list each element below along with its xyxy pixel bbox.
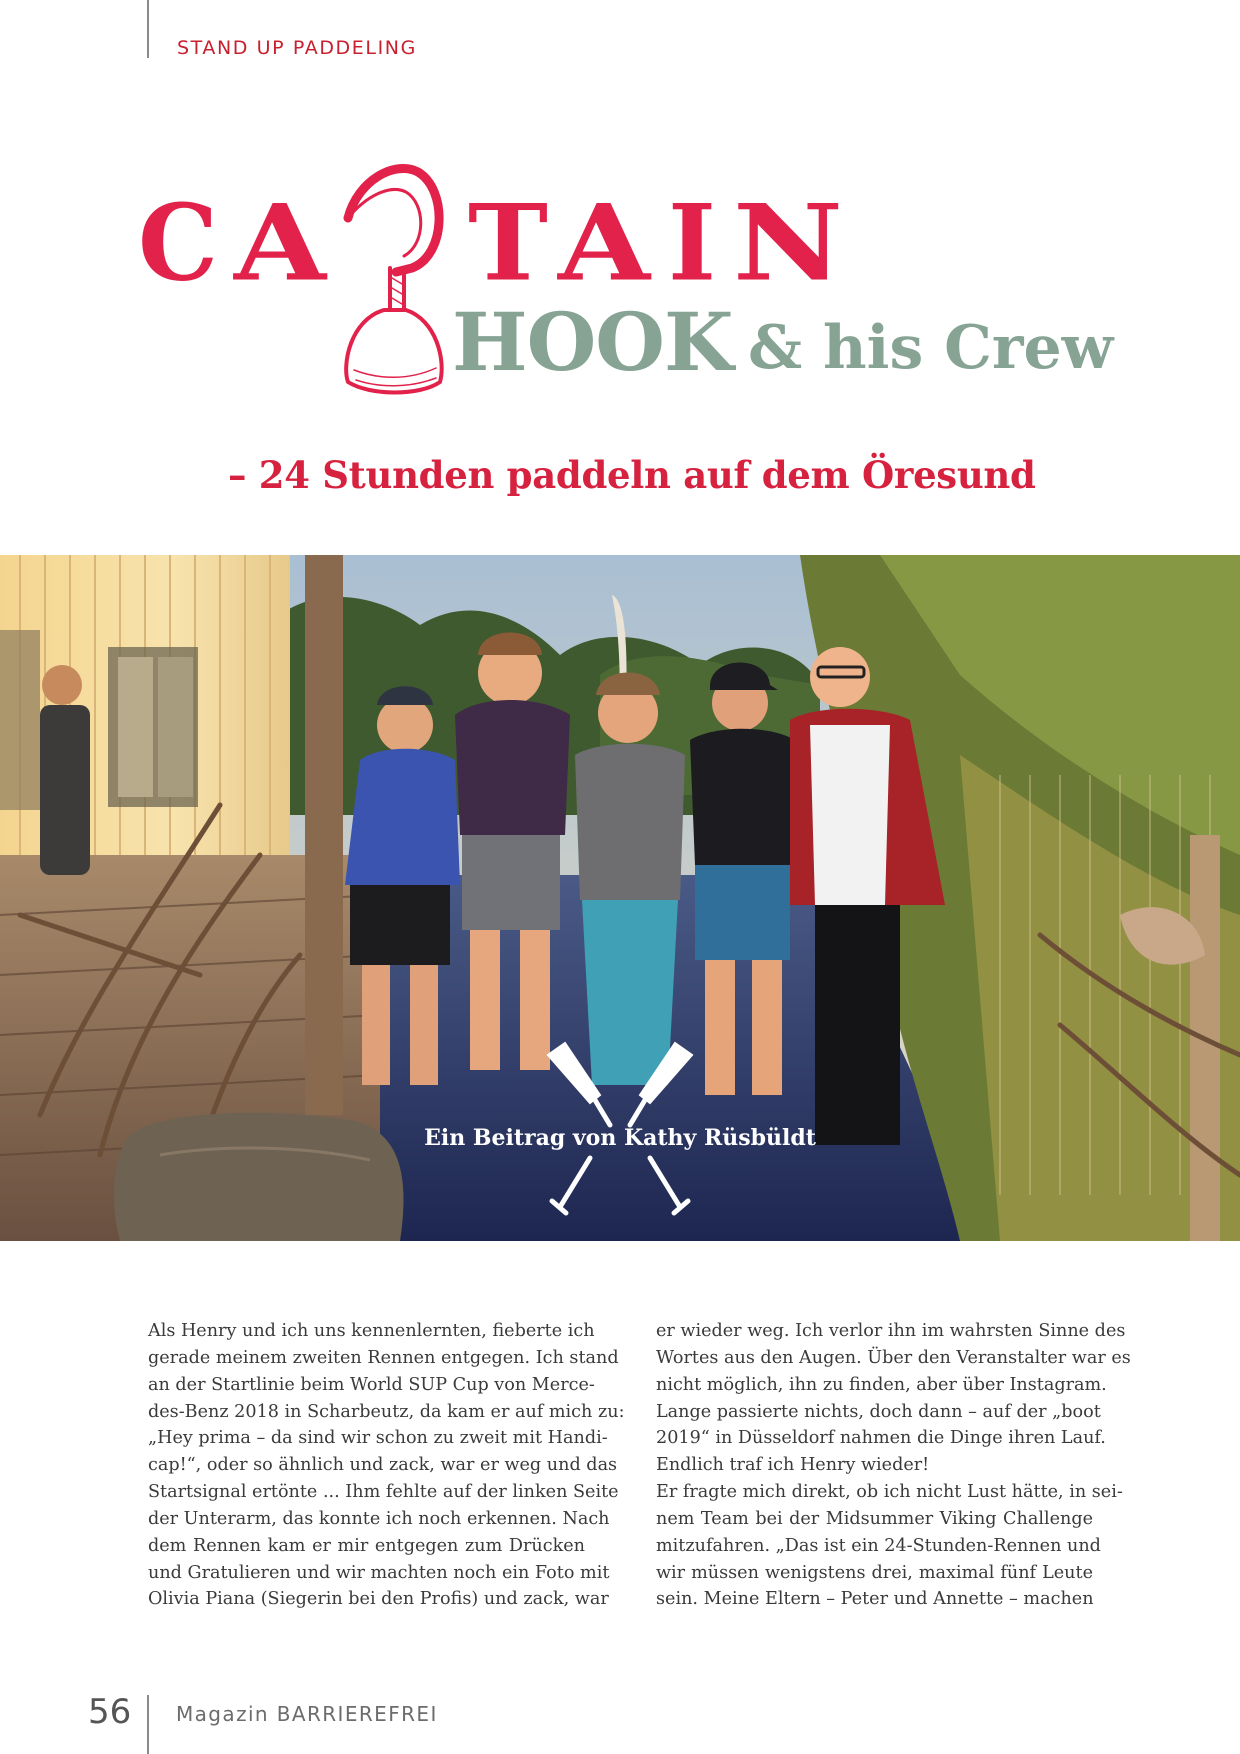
- text-line: wir müssen wenigstens drei, maximal fünf Leute: [656, 1562, 1093, 1583]
- captain-lettering: [138, 178, 858, 283]
- magazine-name: Magazin BARRIEREFREI: [176, 1702, 438, 1726]
- text-line: Als Henry und ich uns kennenlernten, fieberte ich: [148, 1321, 595, 1341]
- svg-text:T: T: [468, 181, 548, 283]
- section-label: STAND UP PADDELING: [177, 37, 417, 59]
- text-line: nicht möglich, ihn zu finden, aber über Instagram.: [656, 1374, 1107, 1395]
- text-line: an der Startlinie beim World SUP Cup von Merce-: [148, 1374, 595, 1395]
- svg-text:N: N: [733, 181, 843, 283]
- text-line: cap!“, oder so ähnlich und zack, war er weg und das: [148, 1455, 618, 1476]
- text-line: sein. Meine Eltern – Peter und Annette – machen: [656, 1589, 1094, 1610]
- text-line: Lange passierte nichts, doch dann – auf der „boot: [656, 1401, 1101, 1422]
- text-line: dem Rennen kam er mir entgegen zum Drücken: [148, 1535, 585, 1556]
- text-line: Startsignal ertönte ... Ihm fehlte auf der linken Seite: [148, 1482, 619, 1503]
- text-line: Endlich traf ich Henry wieder!: [656, 1455, 930, 1476]
- text-line: der Unterarm, das konnte ich noch erkennen. Nach: [148, 1508, 610, 1529]
- text-line: des-Benz 2018 in Scharbeutz, da kam er auf mich zu:: [148, 1401, 625, 1422]
- title-captain-visual: [138, 178, 858, 283]
- page-number: 56: [88, 1692, 132, 1732]
- text-line: gerade meinem zweiten Rennen entgegen. Ich stand: [148, 1347, 619, 1368]
- svg-text:A: A: [556, 181, 653, 283]
- text-line: er wieder weg. Ich verlor ihn im wahrsten Sinne des: [656, 1321, 1126, 1341]
- text-line: und Gratulieren und wir machten noch ein Foto mit: [148, 1562, 610, 1583]
- svg-text:C: C: [138, 181, 218, 283]
- footer-rule: [147, 1695, 149, 1754]
- subtitle: – 24 Stunden paddeln auf dem Öresund: [228, 453, 1036, 497]
- pirate-hook-icon: [340, 160, 450, 395]
- title-hook: HOOK: [452, 295, 733, 389]
- svg-text:I: I: [668, 181, 717, 283]
- title-crew: & his Crew: [748, 313, 1114, 383]
- header-rule: [147, 0, 149, 58]
- text-line: mitzufahren. „Das ist ein 24-Stunden-Rennen und: [656, 1535, 1101, 1556]
- text-line: Er fragte mich direkt, ob ich nicht Lust hätte, in sei-: [656, 1482, 1123, 1503]
- text-line: nem Team bei der Midsummer Viking Challenge: [656, 1508, 1093, 1529]
- body-column-right: [656, 1318, 1131, 1613]
- text-line: „Hey prima – da sind wir schon zu zweit mit Handi-: [148, 1428, 608, 1449]
- body-column-left: [148, 1318, 625, 1613]
- text-line: Wortes aus den Augen. Über den Veranstalter war es: [656, 1347, 1131, 1368]
- svg-text:A: A: [232, 181, 329, 283]
- text-line: Olivia Piana (Siegerin bei den Profis) und zack, war: [148, 1589, 609, 1610]
- author-byline: Ein Beitrag von Kathy Rüsbüldt: [424, 1125, 816, 1151]
- text-line: 2019“ in Düsseldorf nahmen die Dinge ihren Lauf.: [656, 1428, 1106, 1449]
